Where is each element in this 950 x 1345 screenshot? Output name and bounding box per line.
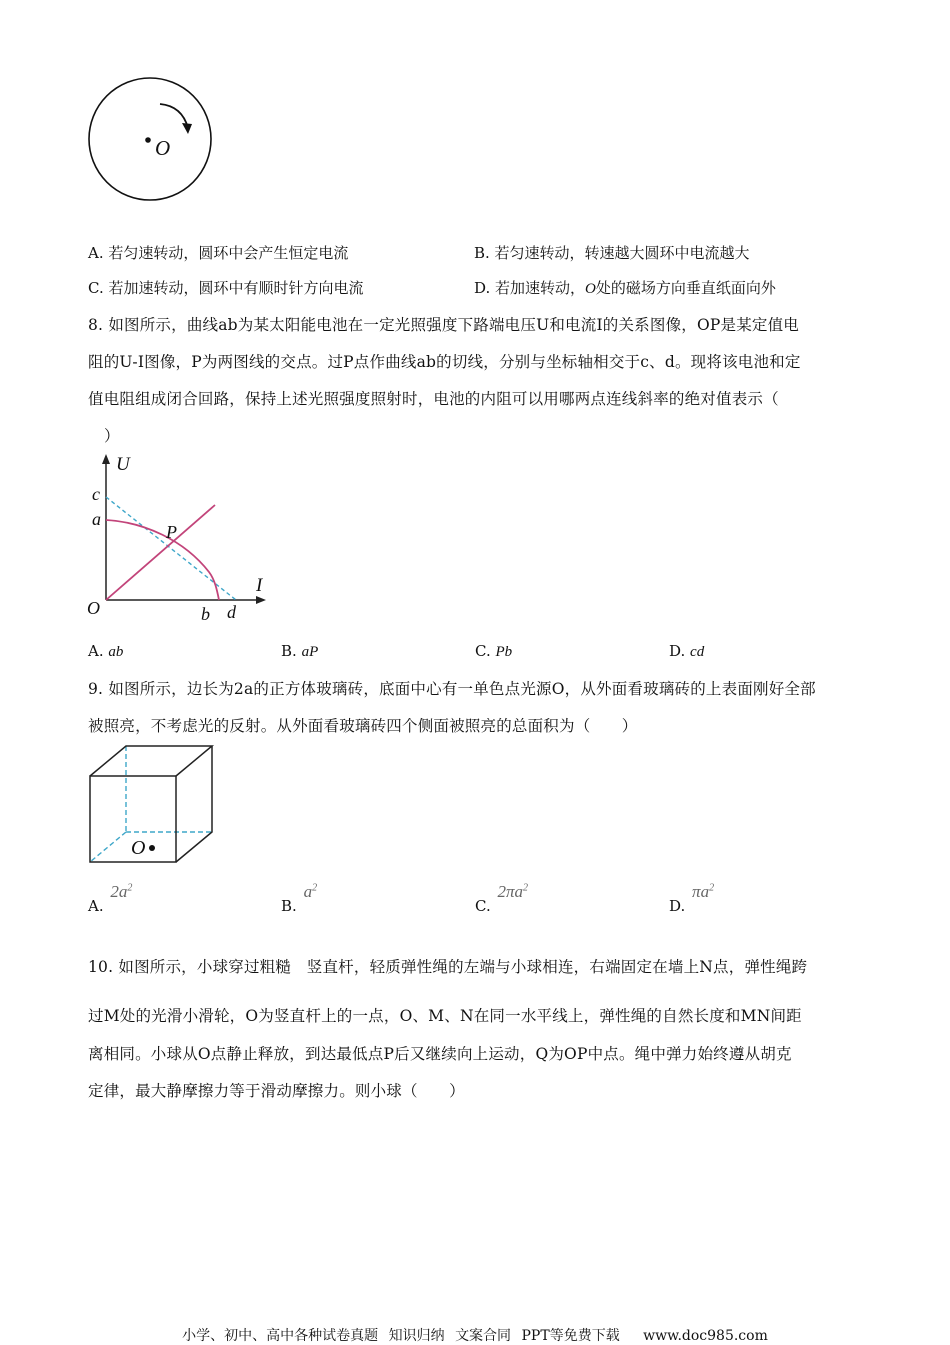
q8-ui-graph [84, 452, 274, 627]
top-face-edges [90, 746, 212, 776]
q9-option-c-label: C. [475, 897, 491, 915]
q9-cube-figure [84, 740, 220, 868]
q9-option-b-label: B. [281, 897, 297, 915]
curve-ab [106, 520, 219, 600]
q9-option-c-exp: 2 [523, 882, 529, 894]
q7-option-d-suffix: 处的磁场方向垂直纸面向外 [595, 279, 776, 297]
q9-option-d-base: πa [692, 882, 710, 901]
q9-option-a-base: 2a [110, 882, 128, 901]
source-dot [149, 845, 155, 851]
label-axis-i: I [256, 575, 263, 596]
q8-option-d-value: cd [690, 644, 705, 660]
line-op [106, 505, 215, 600]
q7-option-d [474, 277, 776, 298]
q9-option-d-label: D. [669, 897, 686, 915]
q8-line-4: ） [104, 427, 120, 445]
q7-option-a: A. 若匀速转动，圆环中会产生恒定电流 [88, 244, 349, 262]
q8-option-a-value: ab [108, 644, 124, 660]
q7-option-b: B. 若匀速转动，转速越大圆环中电流越大 [474, 244, 750, 262]
label-p: P [166, 522, 177, 542]
tangent-line-cd [106, 497, 236, 600]
q9-option-a [88, 882, 133, 915]
q9-option-b-base: a [303, 882, 313, 901]
q8-option-b-value: aP [301, 644, 319, 660]
q8-option-a-label: A. [88, 642, 104, 660]
label-c: c [92, 484, 100, 504]
q9-option-d [669, 882, 715, 915]
center-label: O [155, 136, 171, 160]
label-a: a [92, 509, 101, 529]
footer-text-mid2: 文案合同 [455, 1328, 512, 1344]
q7-ring-figure [84, 76, 216, 206]
q8-option-c-label: C. [475, 642, 491, 660]
source-label: O [131, 837, 146, 859]
q9-line-2: 被照亮，不考虑光的反射。从外面看玻璃砖四个侧面被照亮的总面积为（ ） [88, 717, 638, 735]
center-dot [145, 137, 151, 143]
q9-option-a-label: A. [88, 897, 104, 915]
q9-option-b-exp: 2 [312, 882, 318, 894]
q9-option-a-value [110, 882, 132, 901]
q8-option-b [281, 642, 318, 661]
page-footer [0, 1325, 950, 1345]
q8-option-d-label: D. [669, 642, 686, 660]
q8-line-3: 值电阻组成闭合回路，保持上述光照强度照射时，电池的内阻可以用哪两点连线斜率的绝对值表示（ [88, 390, 779, 408]
q7-option-c: C. 若加速转动，圆环中有顺时针方向电流 [88, 279, 364, 297]
q10-line-1: 10. 如图所示，小球穿过粗糙 竖直杆，轻质弹性绳的左端与小球相连，右端固定在墙上N点，弹性绳跨 [88, 958, 808, 976]
q8-option-a [88, 642, 123, 661]
q10-line-4: 定律，最大静摩擦力等于滑动摩擦力。则小球（ ） [88, 1082, 465, 1100]
q9-option-d-exp: 2 [709, 882, 715, 894]
q10-line-2: 过M处的光滑小滑轮，O为竖直杆上的一点，O、M、N在同一水平线上，弹性绳的自然长度和MN间距 [88, 1007, 802, 1025]
q8-line-2: 阻的U-I图像，P为两图线的交点。过P点作曲线ab的切线，分别与坐标轴相交于c、d。现将该电池和定 [88, 353, 801, 371]
right-face-edges [176, 746, 212, 862]
q8-line-1: 8. 如图所示，曲线ab为某太阳能电池在一定光照强度下路端电压U和电流I的关系图像，OP是某定值电 [88, 316, 800, 334]
q9-line-1: 9. 如图所示，边长为2a的正方体玻璃砖，底面中心有一单色点光源O，从外面看玻璃砖的上表面刚好全部 [88, 680, 816, 698]
label-o: O [87, 598, 100, 618]
footer-site-link[interactable]: www.doc985.com [643, 1328, 768, 1344]
footer-text-left: 小学、初中、高中各种试卷真题 [182, 1328, 379, 1344]
q8-option-d [669, 642, 704, 661]
rotation-arrowhead-icon [182, 123, 192, 134]
u-axis-arrow-icon [102, 454, 110, 464]
q9-option-c-value [498, 882, 529, 901]
label-b: b [201, 604, 210, 624]
q10-line-3: 离相同。小球从O点静止释放，到达最低点P后又继续向上运动，Q为OP中点。绳中弹力始终遵从胡克 [88, 1045, 792, 1063]
label-axis-u: U [116, 454, 130, 475]
q9-option-b-value [304, 882, 318, 901]
q9-option-c-base: 2πa [497, 882, 524, 901]
i-axis-arrow-icon [256, 596, 266, 604]
q8-option-b-label: B. [281, 642, 297, 660]
q9-option-a-exp: 2 [127, 882, 133, 894]
hidden-edge-diagonal [90, 832, 126, 862]
label-d: d [227, 602, 236, 622]
footer-text-mid1: 知识归纳 [388, 1328, 445, 1344]
q8-option-c [475, 642, 512, 661]
q8-option-c-value: Pb [495, 644, 513, 660]
q7-option-d-prefix: D. 若加速转动， [474, 279, 586, 297]
q9-option-d-value [692, 882, 714, 901]
q9-option-b [281, 882, 318, 915]
q9-option-c [475, 882, 529, 915]
q7-option-d-var: O [585, 281, 596, 297]
footer-text-mid3: PPT等免费下载 [521, 1328, 620, 1344]
